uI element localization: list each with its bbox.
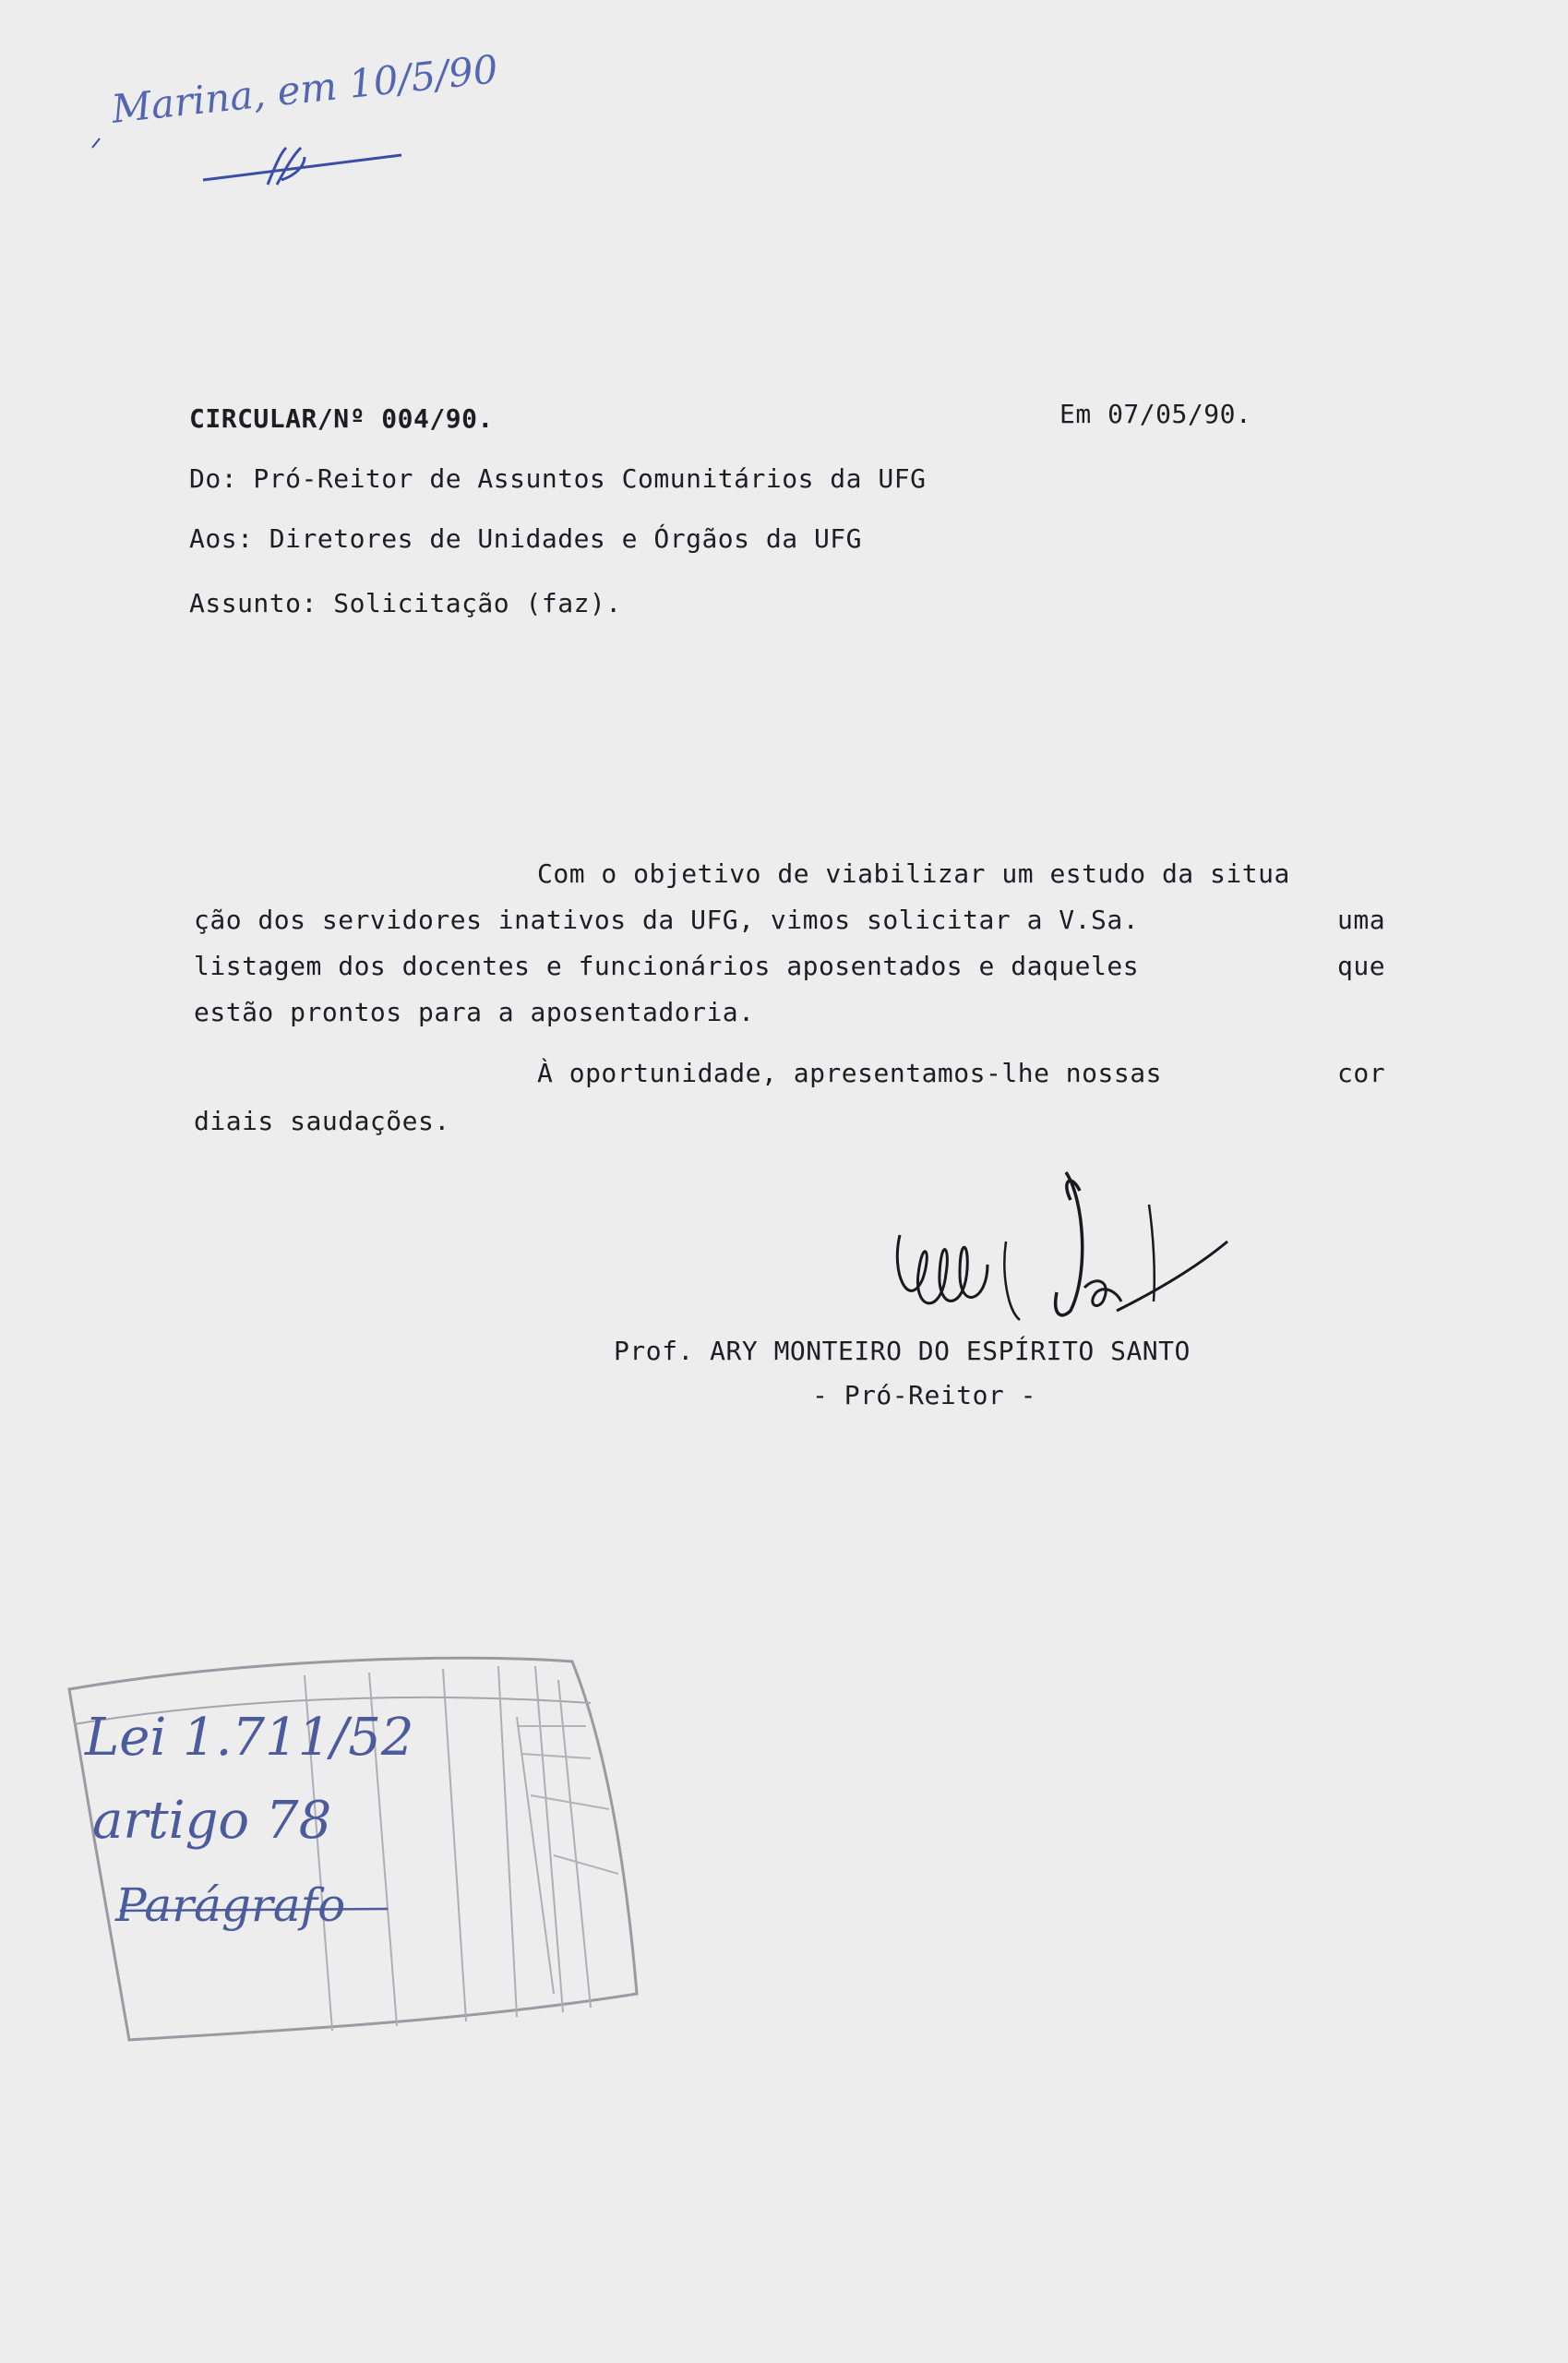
body-paragraph-2-line-1-end: cor xyxy=(1337,1058,1386,1088)
signatory-role: - Pró-Reitor - xyxy=(812,1380,1037,1410)
body-paragraph-1-line-2-end: uma xyxy=(1337,905,1386,935)
subject-line: Assunto: Solicitação (faz). xyxy=(189,588,622,618)
body-paragraph-1-line-3: listagem dos docentes e funcionários aposentados e daqueles xyxy=(194,951,1140,981)
sender-line: Do: Pró-Reitor de Assuntos Comunitários da UFG xyxy=(189,463,927,494)
body-paragraph-1-line-1: Com o objetivo de viabilizar um estudo da situa xyxy=(537,858,1290,889)
pencil-note-article: artigo 78 xyxy=(92,1791,332,1851)
pencil-note-paragraph-struck: Parágrafo xyxy=(115,1878,346,1932)
pencil-note-law: Lei 1.711/52 xyxy=(85,1708,414,1768)
body-paragraph-1-line-4: estão prontos para a aposentadoria. xyxy=(194,997,755,1027)
signatory-name: Prof. ARY MONTEIRO DO ESPÍRITO SANTO xyxy=(614,1336,1191,1366)
circular-number: CIRCULAR/Nº 004/90. xyxy=(189,403,494,434)
document-date: Em 07/05/90. xyxy=(1059,399,1252,429)
handwritten-dispatch-note: Marina, em 10/5/90 xyxy=(109,46,500,132)
body-paragraph-1-line-3-end: que xyxy=(1337,951,1386,981)
body-paragraph-1-line-2: ção dos servidores inativos da UFG, vimos solicitar a V.Sa. xyxy=(194,905,1140,935)
recipient-line: Aos: Diretores de Unidades e Órgãos da UFG xyxy=(189,523,863,554)
body-paragraph-2-line-2: diais saudações. xyxy=(194,1106,450,1136)
body-paragraph-2-line-1: À oportunidade, apresentamos-lhe nossas xyxy=(537,1058,1162,1088)
